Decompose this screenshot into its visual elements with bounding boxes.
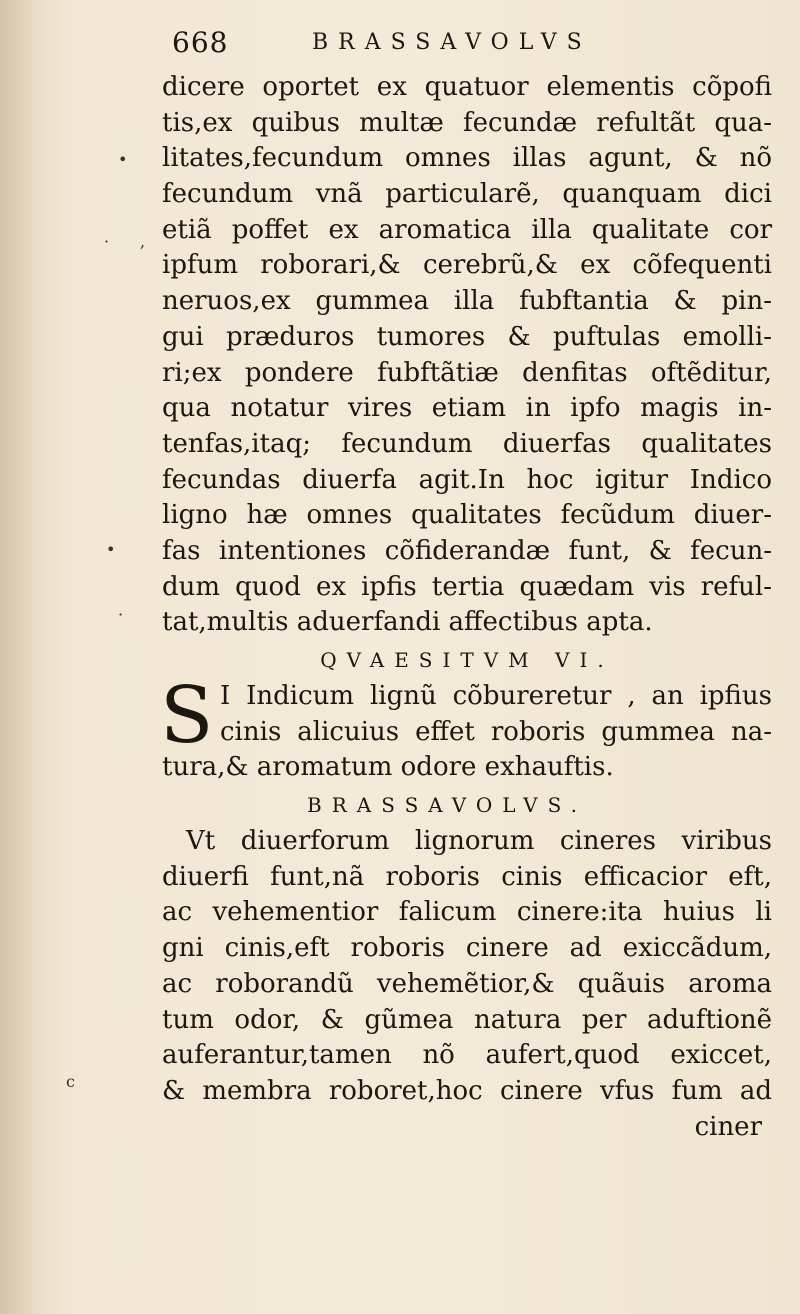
text-line: gui præduros tumores & puftulas emolli- — [162, 321, 772, 352]
text-line: gni cinis,eft roboris cinere ad exiccãdum, — [162, 933, 772, 964]
question-heading: QVAESITVM VI. — [320, 648, 614, 672]
text-line: tenfas,itaq; fecundum diuerfas qualitates — [162, 428, 772, 459]
text-line: tum odor, & gũmea natura per aduftionẽ — [162, 1004, 772, 1035]
text-line: ipfum roborari,& cerebrũ,& ex cõfequenti — [162, 250, 772, 281]
margin-dot: · — [104, 232, 110, 251]
text-line: & membra roboret,hoc cinere vfus fum ad — [162, 1075, 772, 1106]
text-block — [162, 70, 772, 1145]
text-line: qua notatur vires etiam in ipfo magis in- — [162, 393, 772, 424]
text-line: dicere oportet ex quatuor elementis cõpofi — [162, 72, 772, 102]
page-number: 668 — [172, 26, 229, 59]
text-line: litates,fecundum omnes illas agunt, & nõ — [162, 143, 772, 174]
text-line: fecundas diuerfa agit.In hoc igitur Indico — [162, 464, 772, 495]
margin-tick: , — [140, 232, 146, 251]
margin-mark: c — [66, 1072, 75, 1091]
text-line: fas intentiones cõfiderandæ funt, & fecun- — [162, 535, 772, 566]
text-line: I Indicum lignũ cõbureretur , an ipfius — [220, 681, 772, 711]
margin-dot: · — [118, 605, 124, 624]
text-line: neruos,ex gummea illa fubftantia & pin- — [162, 286, 772, 317]
text-line: ri;ex pondere fubftãtiæ denfitas oftẽditur, — [162, 357, 772, 388]
margin-dot: • — [118, 150, 128, 169]
text-line: ac roborandũ vehemẽtior,& quãuis aroma — [162, 968, 772, 999]
text-line: fecundum vnã particularẽ, quanquam dici — [162, 179, 772, 210]
text-line: ligno hæ omnes qualitates fecũdum diuer- — [162, 500, 772, 531]
text-line: Vt diuerforum lignorum cineres viribus — [186, 826, 772, 857]
catchword: ciner — [694, 1111, 762, 1142]
drop-cap: S — [160, 671, 214, 761]
text-line: dum quod ex ipfis tertia quædam vis reful- — [162, 571, 772, 602]
speaker-heading: BRASSAVOLVS. — [307, 793, 587, 818]
paragraph-continued — [162, 70, 772, 641]
text-line: ac vehementior falicum cinere:ita huius li — [162, 897, 772, 928]
text-line: tura,& aromatum odore exhauftis. — [162, 752, 614, 783]
text-line: cinis alicuius effet roboris gummea na- — [220, 716, 772, 747]
text-line: tis,ex quibus multæ fecundæ refultãt qua- — [162, 107, 772, 138]
text-line: etiã poffet ex aromatica illa qualitate cor — [162, 214, 772, 245]
answer-paragraph — [162, 824, 772, 1145]
page-gutter-shadow — [0, 0, 42, 1314]
text-line: tat,multis aduerfandi affectibus apta. — [162, 607, 653, 638]
text-line: auferantur,tamen nõ aufert,quod exiccet, — [162, 1040, 772, 1071]
text-line: diuerfi funt,nã roboris cinis efficacior eft, — [162, 861, 772, 892]
running-head: BRASSAVOLVS — [312, 30, 592, 55]
margin-dot: • — [106, 540, 116, 559]
question-paragraph — [160, 671, 772, 786]
